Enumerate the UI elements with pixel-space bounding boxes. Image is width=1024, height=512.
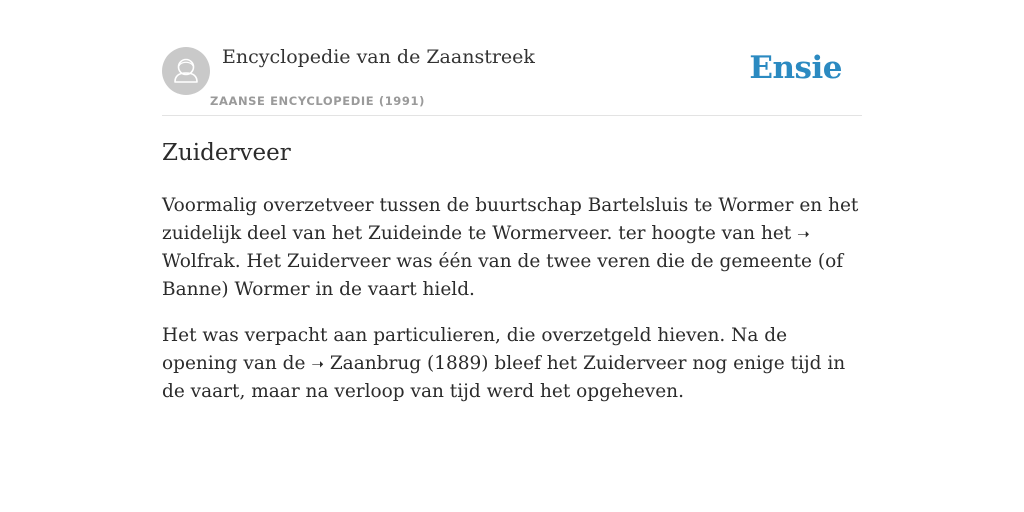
xref-label: Zaanbrug [329,353,422,374]
arrow-icon: ➝ [797,225,810,243]
arrow-icon: ➝ [311,355,324,373]
article-paragraph [162,322,862,406]
avatar[interactable] [162,47,210,95]
ensie-logo[interactable]: Ensie [749,50,842,86]
article-paragraph [162,192,862,304]
paragraph-text: Voormalig overzetveer tussen de buurtschap Bartelsluis te Wormer en het zuidelijk deel van het Zuideinde te Wormerveer. ter hoogte van het [162,195,859,244]
article-title: Zuiderveer [162,140,291,166]
paragraph-text: . Het Zuiderveer was één van de twee veren die de gemeente (of Banne) Wormer in de vaart hield. [162,251,844,300]
user-icon [162,47,210,95]
article-body [162,192,862,424]
xref-link-zaanbrug[interactable] [311,353,421,374]
paragraph-text: Het was verpacht aan particulieren, die overzetgeld hieven. Na de opening van de [162,325,788,374]
source-subtitle[interactable]: ZAANSE ENCYCLOPEDIE (1991) [210,94,425,108]
xref-label: Wolfrak [162,251,235,272]
paragraph-text: (1889) bleef het Zuiderveer nog enige tijd in de vaart, maar na verloop van tijd werd het opgeheven. [162,353,846,402]
source-title[interactable]: Encyclopedie van de Zaanstreek [222,46,535,68]
page-container [162,0,862,402]
source-header [162,0,862,116]
